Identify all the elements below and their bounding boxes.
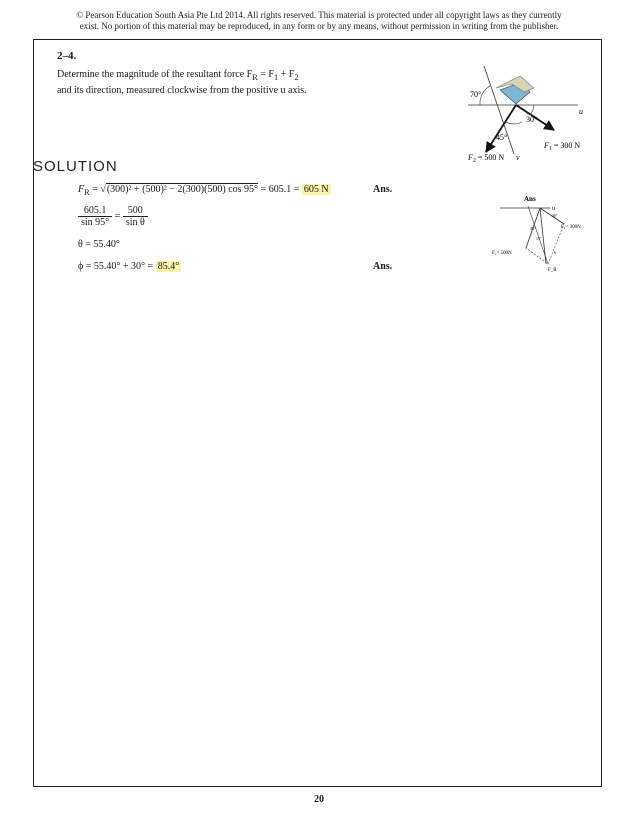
sketch-angle-15: 15° [536,236,542,241]
copyright-line-2: exist. No portion of this material may be reproduced, in any form or by any means, without permission in writing from the publisher. [79,21,559,31]
equation-theta: θ = 55.40° [78,239,120,250]
copyright-line-1: © Pearson Education South Asia Pte Ltd 2014. All rights reserved. This material is protected under all copyright laws as they currently [76,10,562,20]
problem-line-1: Determine the magnitude of the resultant force $F_R = F_1 + F_2$ [57,69,299,82]
answer-marker-2: Ans. [373,261,393,272]
problem-line-2: and its direction, measured clockwise from the positive u axis. [57,85,307,96]
u-axis-label: u [579,107,583,116]
equation-phi: ϕ = 55.40° + 30° = 85.4° [78,261,180,272]
angle-30-arc [530,105,534,115]
solution-heading: SOLUTION [33,158,118,175]
solution-sketch [490,192,602,274]
sketch-angle-30: 30° [552,213,558,218]
sketch-u-label: u [552,206,555,212]
copyright-notice [40,10,598,32]
page-number: 20 [314,794,324,805]
sketch-fr-label: F_R [548,268,557,273]
angle-70-label: 70° [470,90,482,99]
answer-marker-1: Ans. [373,184,393,195]
sketch-angle-45: 45° [530,226,536,231]
problem-number: 2–4. [57,50,77,62]
angle-45-label: 45° [496,133,508,142]
v-axis-label: v [516,153,520,162]
angle-30-label: 30° [526,115,538,124]
result-highlight-angle: 85.4° [157,261,180,272]
sketch-f2-label: F₂= 500N [492,251,512,256]
result-highlight-force: 605 N [303,184,329,195]
sketch-title: Ans [524,195,536,203]
angle-70-arc [480,86,490,105]
f2-label: $F_2 = 500$ N [468,153,505,164]
sketch-v-label: v [554,251,557,256]
problem-statement [57,68,307,97]
equation-resultant: $F_R = √(300)^2 + (500)^2 - 2(300)(500)$ cos 95° = 605.1 = 605 N [78,184,329,197]
equation-sine-law: $\frac{605.1}{\sin 95^\circ}$ = $\frac{500}{\text{sin θ}}$ [78,205,148,228]
angle-45-arc [506,122,522,124]
force-diagram [450,62,598,170]
sketch-f1-label: F₁= 300N [561,225,581,230]
f2-arrow [486,105,516,152]
f1-label: $F_1 = 300$ N [544,141,581,152]
